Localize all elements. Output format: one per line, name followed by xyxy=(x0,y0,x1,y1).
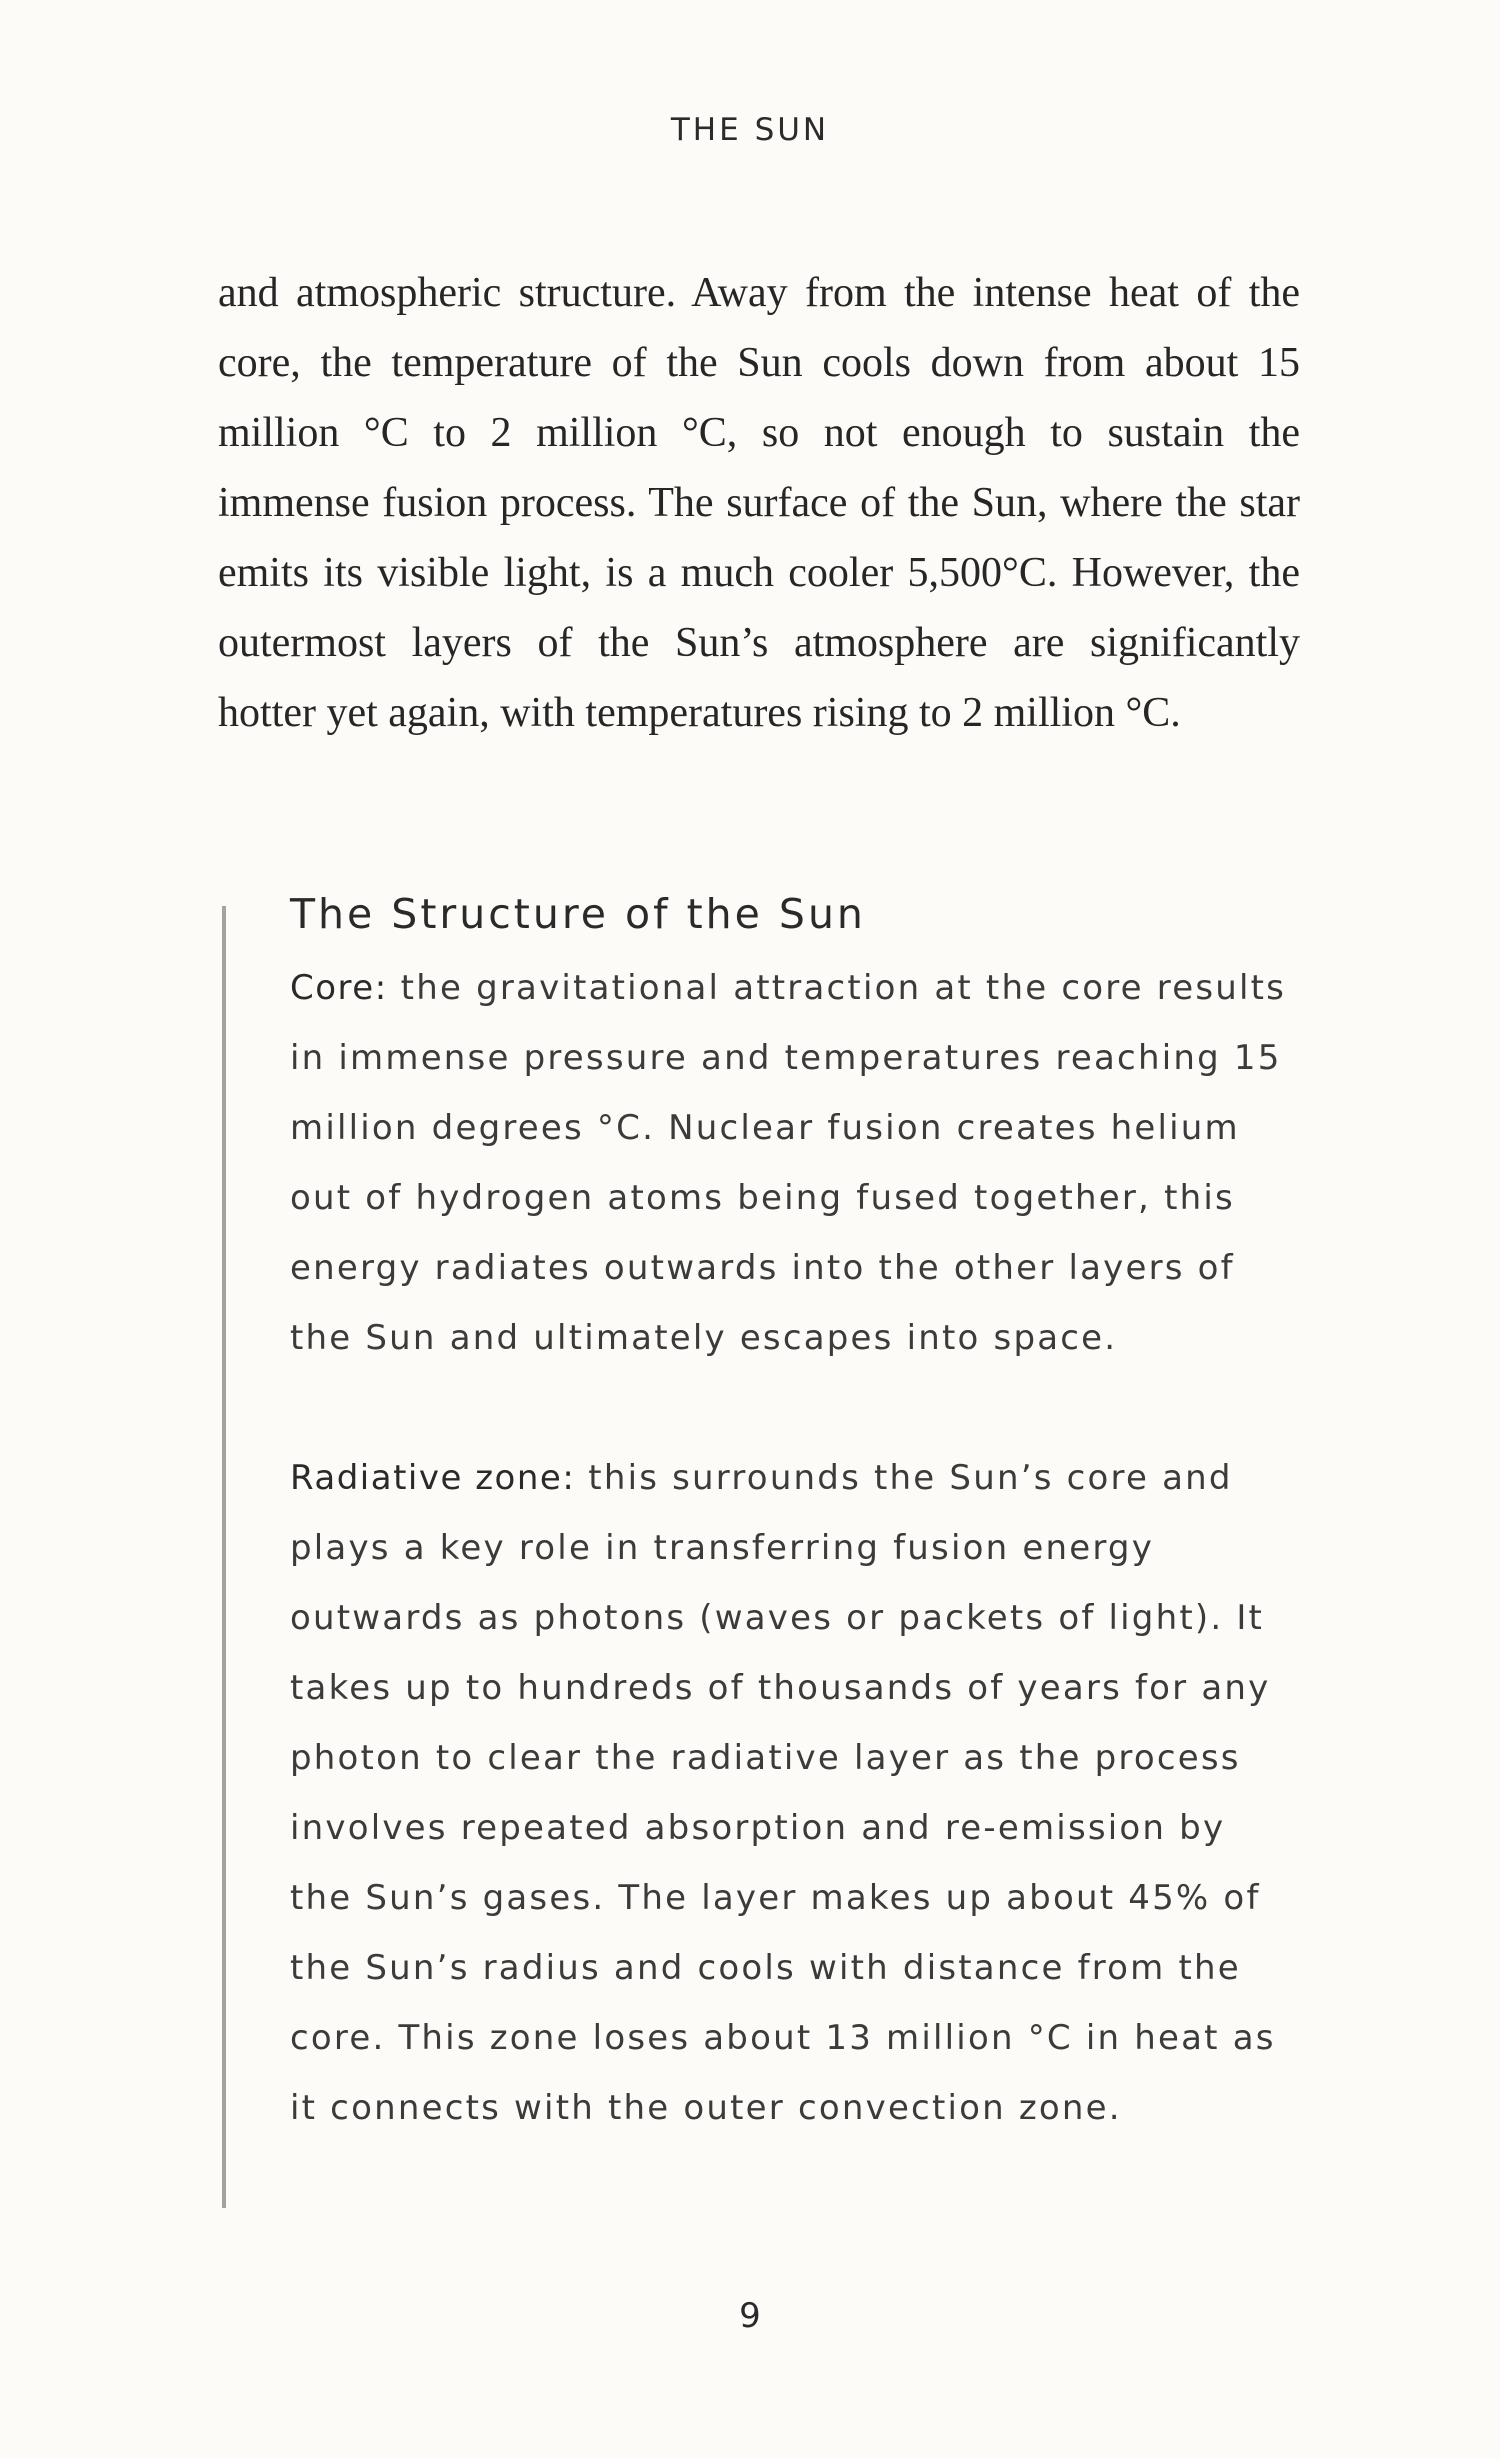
sidebar-term-core: Core: xyxy=(290,968,388,1008)
body-paragraph: and atmospheric structure. Away from the intense heat of the core, the temperature of the Sun cools down from about 15 million °C to 2 million °C, so not enough to sustain the immense fusion process. The surface of the Sun, where the star emits its visible light, is a much cooler 5,500°C. However, the outermost layers of the Sun’s atmosphere are significantly hotter yet again, with temperatures rising to 2 million °C. xyxy=(218,270,1300,736)
page-number: 9 xyxy=(739,2296,761,2336)
sidebar-title: The Structure of the Sun xyxy=(290,890,866,938)
sidebar-text-core: the gravitational attraction at the core results in immense pressure and temperatures reaching 15 million degrees °C. Nuclear fusion creates helium out of hydrogen atoms being fused together, this energy radiates outwards into the other layers of the Sun and ultimately escapes into space. xyxy=(290,968,1287,1358)
sidebar-term-radiative-zone: Radiative zone: xyxy=(290,1458,576,1498)
sidebar-rule xyxy=(222,906,226,2208)
running-head: THE SUN xyxy=(670,112,830,148)
sidebar-entry-radiative-zone xyxy=(290,1443,1290,2143)
sidebar-text-radiative-zone: this surrounds the Sun’s core and plays a key role in transferring fusion energy outwards as photons (waves or packets of light). It takes up to hundreds of thousands of years for any photon to clear the radiative layer as the process involves repeated absorption and re-emission by the Sun’s gases. The layer makes up about 45% of the Sun’s radius and cools with distance from the core. This zone loses about 13 million °C in heat as it connects with the outer convection zone. xyxy=(290,1458,1276,2128)
sidebar-entry-core xyxy=(290,953,1290,1373)
